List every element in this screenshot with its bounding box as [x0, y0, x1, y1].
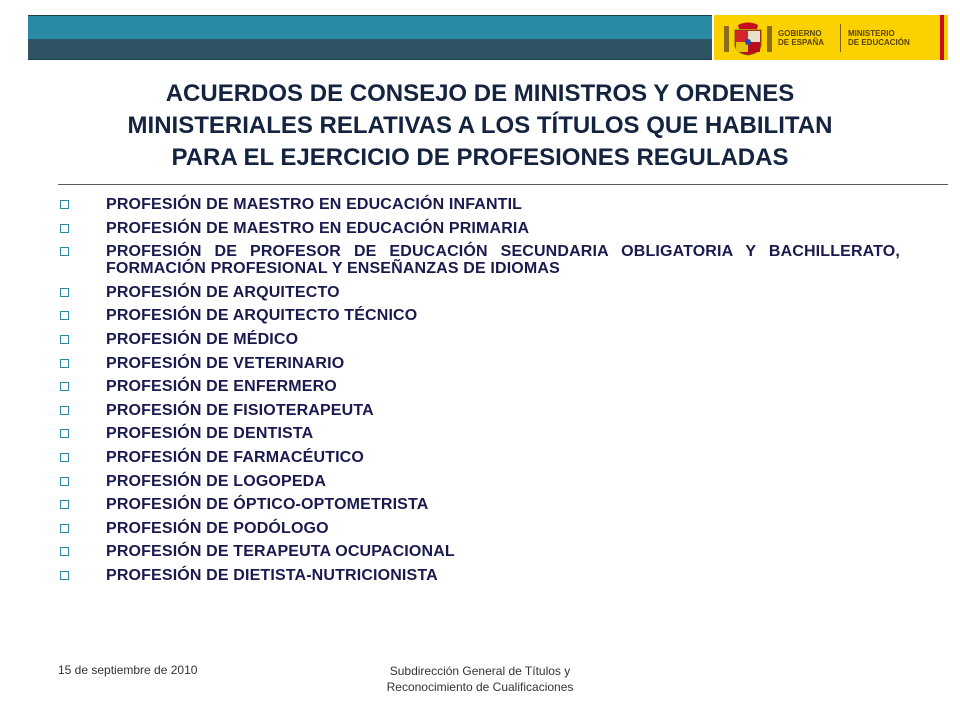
list-item-text: PROFESIÓN DE PROFESOR DE EDUCACIÓN SECUNDARIA OBLIGATORIA Y BACHILLERATO, FORMACIÓN PROFESIONAL Y ENSEÑANZAS DE IDIOMAS [106, 243, 900, 278]
square-bullet-icon [60, 500, 69, 509]
list-item-text: PROFESIÓN DE ENFERMERO [106, 378, 337, 396]
square-bullet-icon [60, 382, 69, 391]
list-item-text: PROFESIÓN DE FISIOTERAPEUTA [106, 401, 374, 419]
government-name-line-1: GOBIERNO [778, 29, 822, 38]
list-item [60, 449, 900, 466]
list-item [60, 402, 900, 419]
list-item-text: PROFESIÓN DE DIETISTA-NUTRICIONISTA [106, 566, 438, 584]
slide-title [60, 78, 900, 174]
square-bullet-icon [60, 288, 69, 297]
header-band-border [28, 15, 712, 60]
list-item [60, 220, 900, 237]
square-bullet-icon [60, 429, 69, 438]
square-bullet-icon [60, 453, 69, 462]
list-item [60, 243, 900, 277]
list-item-text: PROFESIÓN DE MAESTRO EN EDUCACIÓN INFANTIL [106, 196, 523, 213]
list-item [60, 331, 900, 348]
square-bullet-icon [60, 224, 69, 233]
list-item-text: PROFESIÓN DE ARQUITECTO [106, 283, 340, 301]
square-bullet-icon [60, 311, 69, 320]
list-item-text: PROFESIÓN DE ARQUITECTO TÉCNICO [106, 307, 418, 325]
footer-date: 15 de septiembre de 2010 [58, 663, 198, 677]
square-bullet-icon [60, 547, 69, 556]
list-item-text: PROFESIÓN DE PODÓLOGO [106, 519, 329, 537]
government-name-line-2: DE ESPAÑA [778, 38, 825, 47]
flag-stripe [940, 15, 944, 60]
list-item [60, 567, 900, 584]
list-item [60, 196, 900, 213]
footer-org-line-1: Subdirección General de Títulos y [389, 664, 571, 678]
list-item [60, 496, 900, 513]
list-item-text: PROFESIÓN DE DENTISTA [106, 425, 314, 443]
list-item [60, 543, 900, 560]
square-bullet-icon [60, 247, 69, 256]
logo-divider [840, 24, 841, 52]
government-logo [712, 15, 948, 60]
footer-organization [330, 663, 630, 695]
government-name [778, 29, 824, 47]
square-bullet-icon [60, 200, 69, 209]
ministry-name [848, 29, 910, 47]
ministry-name-line-1: MINISTERIO [848, 29, 895, 38]
coat-of-arms-icon [722, 20, 774, 56]
title-line-3: PARA EL EJERCICIO DE PROFESIONES REGULADAS [171, 144, 789, 171]
square-bullet-icon [60, 406, 69, 415]
footer-org-line-2: Reconocimiento de Cualificaciones [386, 680, 574, 694]
list-item [60, 355, 900, 372]
list-item-text: PROFESIÓN DE ÓPTICO-OPTOMETRISTA [106, 496, 429, 514]
title-divider [58, 184, 948, 185]
list-item-text: PROFESIÓN DE MÉDICO [106, 330, 299, 348]
ministry-name-line-2: DE EDUCACIÓN [848, 38, 910, 47]
square-bullet-icon [60, 571, 69, 580]
professions-list [60, 196, 900, 591]
list-item-text: PROFESIÓN DE VETERINARIO [106, 354, 345, 372]
title-line-1: ACUERDOS DE CONSEJO DE MINISTROS Y ORDENES [165, 80, 795, 107]
square-bullet-icon [60, 335, 69, 344]
list-item [60, 473, 900, 490]
list-item-text: PROFESIÓN DE LOGOPEDA [106, 472, 327, 490]
square-bullet-icon [60, 359, 69, 368]
list-item [60, 378, 900, 395]
square-bullet-icon [60, 524, 69, 533]
list-item-text: PROFESIÓN DE FARMACÉUTICO [106, 448, 364, 466]
list-item-text: PROFESIÓN DE TERAPEUTA OCUPACIONAL [106, 543, 455, 561]
list-item-text: PROFESIÓN DE MAESTRO EN EDUCACIÓN PRIMARIA [106, 219, 530, 237]
list-item [60, 307, 900, 324]
title-line-2: MINISTERIALES RELATIVAS A LOS TÍTULOS QUE HABILITAN [127, 112, 833, 139]
list-item [60, 520, 900, 537]
list-item [60, 284, 900, 301]
header-banner [0, 15, 960, 60]
square-bullet-icon [60, 477, 69, 486]
list-item [60, 425, 900, 442]
